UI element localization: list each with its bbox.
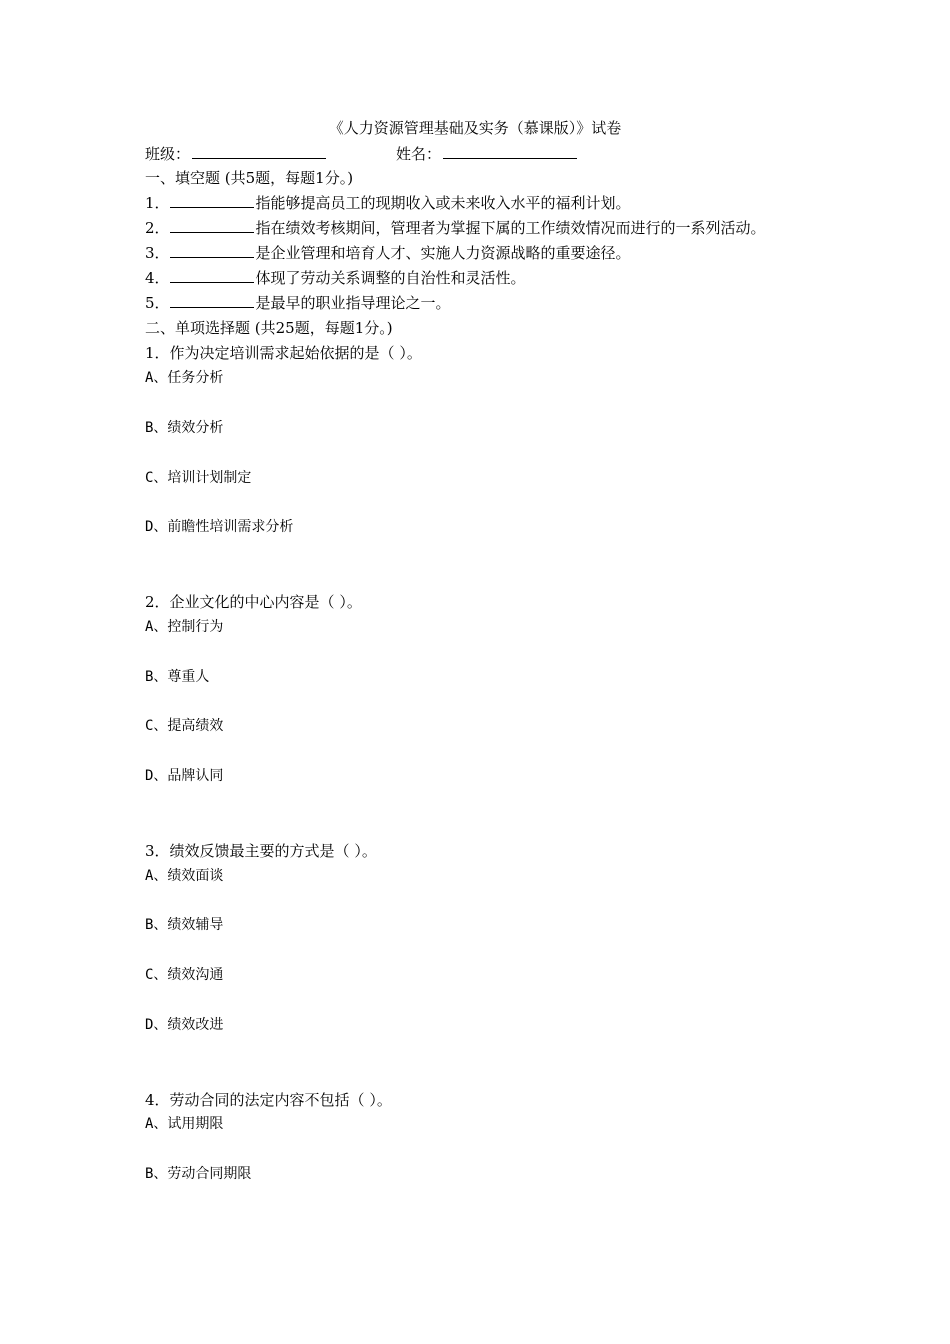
item-text: 指在绩效考核期间，管理者为掌握下属的工作绩效情况而进行的一系列活动。	[255, 219, 766, 237]
answer-blank	[170, 268, 254, 283]
question-1-option-a: A、任务分析	[145, 370, 224, 386]
question-2-option-c: C、提高绩效	[145, 718, 224, 734]
class-label: 班级：	[145, 145, 191, 163]
exam-title: 《人力资源管理基础及实务（慕课版）》试卷	[328, 119, 622, 137]
name-label: 姓名：	[396, 145, 442, 163]
item-number: 5．	[145, 294, 170, 312]
section1-heading: 一、填空题 (共5题，每题1分。)	[145, 169, 354, 187]
question-2-stem: 2．企业文化的中心内容是（ ）。	[145, 593, 362, 611]
question-2-option-b: B、尊重人	[145, 669, 210, 685]
question-4-option-b: B、劳动合同期限	[145, 1166, 252, 1182]
name-blank	[443, 144, 577, 159]
answer-blank	[170, 293, 254, 308]
fill-item-5	[145, 291, 451, 315]
item-text: 指能够提高员工的现期收入或未来收入水平的福利计划。	[255, 194, 631, 212]
fill-item-3	[145, 241, 631, 265]
question-1-stem: 1．作为决定培训需求起始依据的是（ ）。	[145, 344, 422, 362]
fill-item-4	[145, 266, 526, 290]
question-2-option-a: A、控制行为	[145, 619, 224, 635]
question-4-stem: 4．劳动合同的法定内容不包括（ ）。	[145, 1091, 392, 1109]
answer-blank	[170, 193, 254, 208]
section2-heading: 二、单项选择题 (共25题，每题1分。)	[145, 319, 393, 337]
question-1-option-c: C、培训计划制定	[145, 470, 252, 486]
question-3-option-b: B、绩效辅导	[145, 917, 224, 933]
item-number: 3．	[145, 244, 170, 262]
answer-blank	[170, 218, 254, 233]
item-number: 2．	[145, 219, 170, 237]
name-field	[396, 142, 577, 166]
class-blank	[192, 144, 326, 159]
item-text: 是最早的职业指导理论之一。	[255, 294, 451, 312]
question-3-stem: 3．绩效反馈最主要的方式是（ ）。	[145, 842, 377, 860]
question-1-option-b: B、绩效分析	[145, 420, 224, 436]
item-number: 1．	[145, 194, 170, 212]
item-text: 体现了劳动关系调整的自治性和灵活性。	[255, 269, 526, 287]
question-4-option-a: A、试用期限	[145, 1116, 224, 1132]
fill-item-2	[145, 216, 766, 240]
question-3-option-a: A、绩效面谈	[145, 868, 224, 884]
class-field	[145, 142, 326, 166]
fill-item-1	[145, 191, 631, 215]
item-text: 是企业管理和培育人才、实施人力资源战略的重要途径。	[255, 244, 631, 262]
question-1-option-d: D、前瞻性培训需求分析	[145, 519, 294, 535]
question-3-option-c: C、绩效沟通	[145, 967, 224, 983]
question-3-option-d: D、绩效改进	[145, 1017, 224, 1033]
item-number: 4．	[145, 269, 170, 287]
question-2-option-d: D、品牌认同	[145, 768, 224, 784]
answer-blank	[170, 243, 254, 258]
